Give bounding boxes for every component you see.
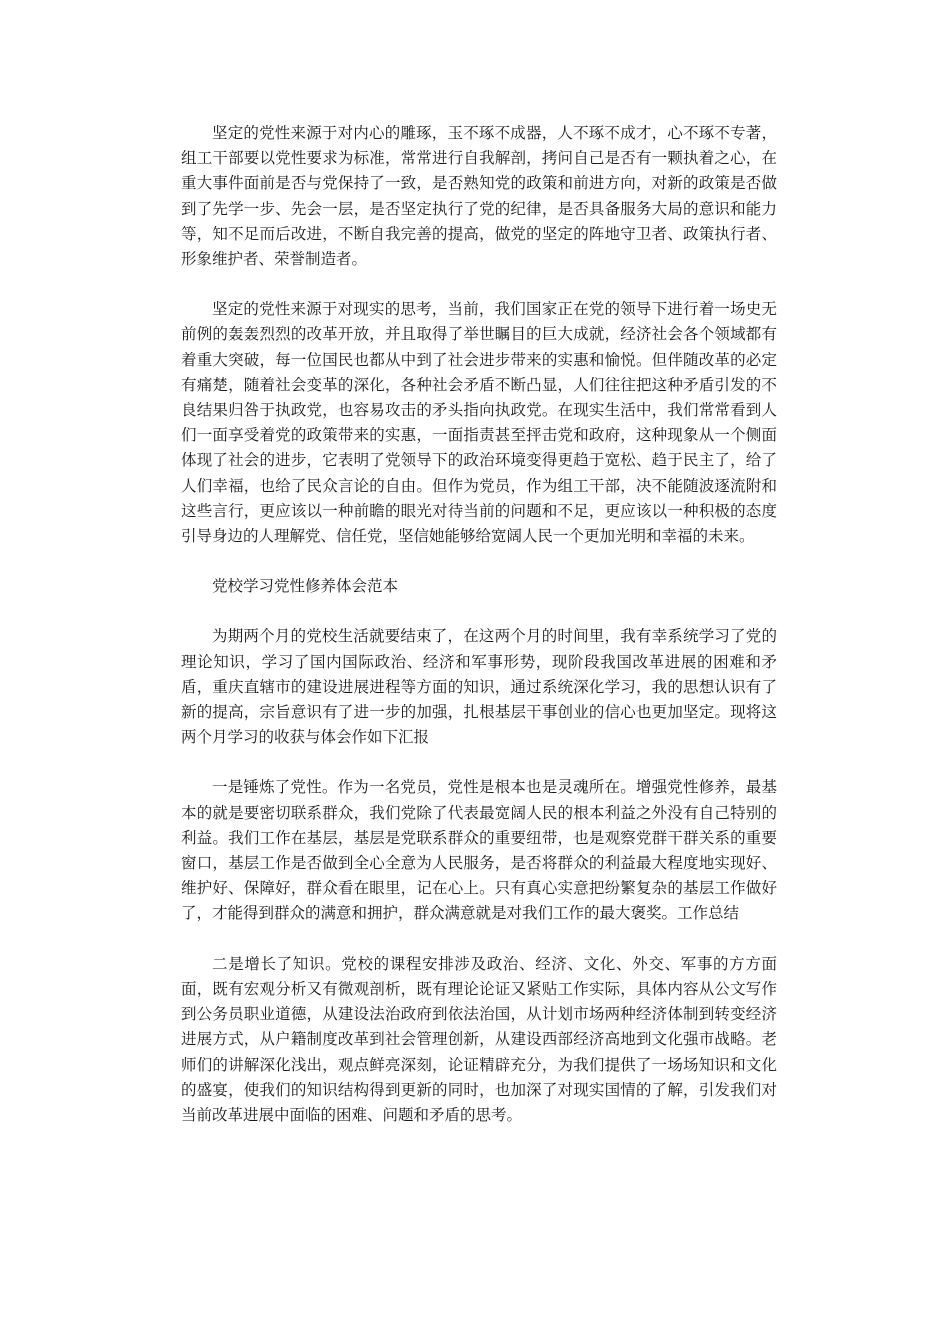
paragraph-intro: 为期两个月的党校生活就要结束了，在这两个月的时间里，我有幸系统学习了党的理论知识，学习了国内国际政治、经济和军事形势，现阶段我国改革进展的困难和矛盾，重庆直辖市的建设进展进程等方面的知识，通过系统深化学习，我的思想认识有了新的提高，宗旨意识有了进一步的加强，扎根基层干事创业的信心也更加坚定。现将这两个月学习的收获与体会作如下汇报	[181, 627, 777, 747]
paragraph-party-spirit: 一是锤炼了党性。作为一名党员，党性是根本也是灵魂所在。增强党性修养，最基本的就是要密切联系群众，我们党除了代表最宽阔人民的根本利益之外没有自己特别的利益。我们工作在基层，基层是党联系群众的重要纽带，也是观察党群干群关系的重要窗口，基层工作是否做到全心全意为人民服务，是否将群众的利益最大程度地实现好、维护好、保障好，群众看在眼里，记在心上。只有真心实意把纷繁复杂的基层工作做好了，才能得到群众的满意和拥护，群众满意就是对我们工作的最大褒奖。工作总结	[181, 778, 777, 923]
document-body	[181, 121, 777, 1153]
paragraph-inner-reflection: 坚定的党性来源于对内心的雕琢，玉不琢不成器，人不琢不成才，心不琢不专著，组工干部要以党性要求为标准，常常进行自我解剖，拷问自己是否有一颗执着之心，在重大事件面前是否与党保持了一致，是否熟知党的政策和前进方向，对新的政策是否做到了先学一步、先会一层，是否坚定执行了党的纪律，是否具备服务大局的意识和能力等，知不足而后改进，不断自我完善的提高，做党的坚定的阵地守卫者、政策执行者、形象维护者、荣誉制造者。	[181, 124, 777, 269]
paragraph-knowledge: 二是增长了知识。党校的课程安排涉及政治、经济、文化、外交、军事的方方面面，既有宏观分析又有微观剖析，既有理论论证又紧贴工作实际，具体内容从公文写作到公务员职业道德，从建设法治政府到依法治国，从计划市场两种经济体制到转变经济进展方式，从户籍制度改革到社会管理创新，从建设西部经济高地到文化强市战略。老师们的讲解深化浅出，观点鲜亮深刻，论证精辟充分，为我们提供了一场场知识和文化的盛宴，使我们的知识结构得到更新的同时，也加深了对现实国情的了解，引发我们对当前改革进展中面临的困难、问题和矛盾的思考。	[181, 954, 777, 1124]
paragraph-reality-thinking: 坚定的党性来源于对现实的思考，当前，我们国家正在党的领导下进行着一场史无前例的轰轰烈烈的改革开放，并且取得了举世瞩目的巨大成就，经济社会各个领域都有着重大突破，每一位国民也都从中到了社会进步带来的实惠和愉悦。但伴随改革的必定有痛楚，随着社会变革的深化，各种社会矛盾不断凸显，人们往往把这种矛盾引发的不良结果归咎于执政党，也容易攻击的矛头指向执政党。在现实生活中，我们常常看到人们一面享受着党的政策带来的实惠，一面指责甚至抨击党和政府，这种现象从一个侧面体现了社会的进步，它表明了党领导下的政治环境变得更趋于宽松、趋于民主了，给了人们幸福，也给了民众言论的自由。但作为党员，作为组工干部，决不能随波逐流附和这些言行，更应该以一种前瞻的眼光对待当前的问题和不足，更应该以一种积极的态度引导身边的人理解党、信任党，坚信她能够给宽阔人民一个更加光明和幸福的未来。	[181, 300, 777, 546]
section-heading: 党校学习党性修养体会范本	[212, 577, 399, 596]
